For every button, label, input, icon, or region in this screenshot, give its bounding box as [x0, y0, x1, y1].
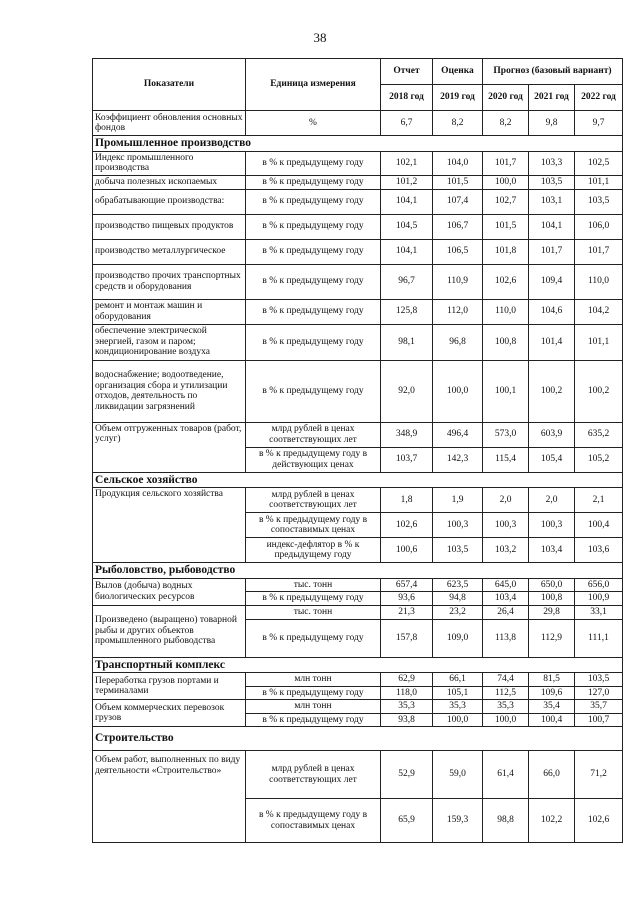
cell-2018: 102,6 — [381, 513, 433, 538]
section-header — [93, 727, 623, 751]
row-label: водоснабжение; водоотведение, организация сбора и утилизации отходов, деятельность по ликвидации загрязнений — [93, 360, 246, 422]
cell-2022: 9,7 — [575, 111, 623, 136]
row-unit: млн тонн — [246, 700, 381, 714]
row-unit: в % к предыдущему году — [246, 214, 381, 239]
cell-2021: 81,5 — [529, 673, 575, 687]
row-label: Произведено (выращено) товарной рыбы и других объектов промышленного рыбоводства — [93, 605, 246, 657]
section-title: Промышленное производство — [93, 136, 623, 152]
row-label: производство пищевых продуктов — [93, 214, 246, 239]
page-number: 38 — [313, 30, 327, 45]
cell-2021: 103,4 — [529, 538, 575, 563]
forecast-table — [92, 58, 623, 843]
cell-2022: 103,6 — [575, 538, 623, 563]
col-header-indicators: Показатели — [93, 59, 246, 111]
row-unit: в % к предыдущему году — [246, 264, 381, 299]
cell-2022: 102,5 — [575, 151, 623, 175]
row-label: Переработка грузов портами и терминалами — [93, 673, 246, 700]
cell-2022: 101,7 — [575, 239, 623, 264]
cell-2022: 100,4 — [575, 513, 623, 538]
cell-2019: 142,3 — [433, 447, 483, 472]
cell-2022: 2,1 — [575, 488, 623, 513]
cell-2021: 104,6 — [529, 299, 575, 324]
cell-2018: 93,6 — [381, 592, 433, 606]
cell-2020: 645,0 — [483, 578, 529, 592]
cell-2018: 1,8 — [381, 488, 433, 513]
row-unit: в % к предыдущему году — [246, 713, 381, 727]
row-unit: в % к предыдущему году — [246, 686, 381, 700]
cell-2019: 96,8 — [433, 324, 483, 360]
cell-2022: 127,0 — [575, 686, 623, 700]
cell-2021: 100,3 — [529, 513, 575, 538]
row-label: Объем коммерческих перевозок грузов — [93, 700, 246, 727]
table-row — [93, 151, 623, 175]
cell-2022: 101,1 — [575, 324, 623, 360]
cell-2019: 112,0 — [433, 299, 483, 324]
row-unit: в % к предыдущему году — [246, 189, 381, 214]
col-header-2019: 2019 год — [433, 85, 483, 111]
cell-2018: 348,9 — [381, 422, 433, 447]
cell-2019: 94,8 — [433, 592, 483, 606]
cell-2019: 109,0 — [433, 619, 483, 657]
row-unit: в % к предыдущему году — [246, 175, 381, 189]
row-unit: индекс-дефлятор в % к предыдущему году — [246, 538, 381, 563]
section-header — [93, 136, 623, 152]
table-row — [93, 214, 623, 239]
table-row — [93, 700, 623, 714]
col-header-forecast: Прогноз (базовый вариант) — [483, 59, 623, 85]
table-row — [93, 360, 623, 422]
row-label: обрабатывающие производства: — [93, 189, 246, 214]
row-unit: в % к предыдущему году — [246, 324, 381, 360]
cell-2021: 100,2 — [529, 360, 575, 422]
cell-2020: 35,3 — [483, 700, 529, 714]
cell-2018: 92,0 — [381, 360, 433, 422]
cell-2019: 110,9 — [433, 264, 483, 299]
cell-2021: 105,4 — [529, 447, 575, 472]
cell-2022: 100,7 — [575, 713, 623, 727]
cell-2020: 112,5 — [483, 686, 529, 700]
cell-2020: 100,1 — [483, 360, 529, 422]
cell-2019: 59,0 — [433, 751, 483, 799]
section-title: Строительство — [93, 727, 623, 751]
cell-2021: 103,3 — [529, 151, 575, 175]
row-unit: в % к предыдущему году в сопоставимых ценах — [246, 799, 381, 843]
row-unit: млн тонн — [246, 673, 381, 687]
cell-2020: 100,8 — [483, 324, 529, 360]
table-row — [93, 422, 623, 447]
cell-2018: 93,8 — [381, 713, 433, 727]
row-label: Объем отгруженных товаров (работ, услуг) — [93, 422, 246, 472]
cell-2021: 650,0 — [529, 578, 575, 592]
cell-2021: 109,4 — [529, 264, 575, 299]
cell-2019: 101,5 — [433, 175, 483, 189]
cell-2018: 6,7 — [381, 111, 433, 136]
row-label: Вылов (добыча) водных биологических ресурсов — [93, 578, 246, 605]
cell-2020: 100,3 — [483, 513, 529, 538]
cell-2021: 100,4 — [529, 713, 575, 727]
cell-2020: 110,0 — [483, 299, 529, 324]
cell-2020: 103,4 — [483, 592, 529, 606]
row-label: добыча полезных ископаемых — [93, 175, 246, 189]
section-header — [93, 472, 623, 488]
cell-2021: 103,1 — [529, 189, 575, 214]
cell-2021: 101,7 — [529, 239, 575, 264]
cell-2022: 635,2 — [575, 422, 623, 447]
cell-2020: 101,8 — [483, 239, 529, 264]
section-title: Сельское хозяйство — [93, 472, 623, 488]
row-label: Коэффициент обновления основных фондов — [93, 111, 246, 136]
cell-2021: 29,8 — [529, 605, 575, 619]
cell-2022: 100,9 — [575, 592, 623, 606]
cell-2019: 23,2 — [433, 605, 483, 619]
table-row — [93, 299, 623, 324]
row-unit: в % к предыдущему году в сопоставимых ценах — [246, 513, 381, 538]
cell-2020: 103,2 — [483, 538, 529, 563]
row-unit: млрд рублей в ценах соответствующих лет — [246, 751, 381, 799]
section-title: Рыболовство, рыбоводство — [93, 563, 623, 579]
cell-2022: 103,5 — [575, 189, 623, 214]
row-unit: в % к предыдущему году — [246, 299, 381, 324]
cell-2020: 102,7 — [483, 189, 529, 214]
table-row — [93, 324, 623, 360]
cell-2019: 105,1 — [433, 686, 483, 700]
cell-2018: 104,1 — [381, 189, 433, 214]
col-header-2021: 2021 год — [529, 85, 575, 111]
cell-2022: 101,1 — [575, 175, 623, 189]
cell-2021: 100,8 — [529, 592, 575, 606]
cell-2020: 573,0 — [483, 422, 529, 447]
cell-2018: 96,7 — [381, 264, 433, 299]
cell-2021: 9,8 — [529, 111, 575, 136]
cell-2019: 100,0 — [433, 713, 483, 727]
row-unit: в % к предыдущему году — [246, 239, 381, 264]
cell-2021: 35,4 — [529, 700, 575, 714]
cell-2022: 656,0 — [575, 578, 623, 592]
cell-2018: 125,8 — [381, 299, 433, 324]
table-row — [93, 673, 623, 687]
cell-2019: 107,4 — [433, 189, 483, 214]
row-label: производство прочих транспортных средств и оборудования — [93, 264, 246, 299]
cell-2020: 100,0 — [483, 175, 529, 189]
cell-2019: 100,3 — [433, 513, 483, 538]
cell-2019: 496,4 — [433, 422, 483, 447]
row-unit: в % к предыдущему году в действующих ценах — [246, 447, 381, 472]
cell-2020: 98,8 — [483, 799, 529, 843]
cell-2019: 8,2 — [433, 111, 483, 136]
row-unit: в % к предыдущему году — [246, 360, 381, 422]
cell-2018: 52,9 — [381, 751, 433, 799]
cell-2021: 112,9 — [529, 619, 575, 657]
cell-2019: 35,3 — [433, 700, 483, 714]
cell-2018: 35,3 — [381, 700, 433, 714]
cell-2022: 102,6 — [575, 799, 623, 843]
row-unit: в % к предыдущему году — [246, 151, 381, 175]
cell-2021: 102,2 — [529, 799, 575, 843]
table-row — [93, 578, 623, 592]
cell-2021: 2,0 — [529, 488, 575, 513]
table-row — [93, 605, 623, 619]
cell-2019: 106,5 — [433, 239, 483, 264]
row-unit: % — [246, 111, 381, 136]
cell-2018: 657,4 — [381, 578, 433, 592]
row-unit: тыс. тонн — [246, 578, 381, 592]
cell-2020: 113,8 — [483, 619, 529, 657]
row-label: Индекс промышленного производства — [93, 151, 246, 175]
cell-2018: 65,9 — [381, 799, 433, 843]
cell-2021: 101,4 — [529, 324, 575, 360]
table-row — [93, 239, 623, 264]
cell-2020: 74,4 — [483, 673, 529, 687]
table-row — [93, 751, 623, 799]
cell-2020: 115,4 — [483, 447, 529, 472]
cell-2019: 103,5 — [433, 538, 483, 563]
cell-2020: 8,2 — [483, 111, 529, 136]
cell-2018: 100,6 — [381, 538, 433, 563]
cell-2020: 102,6 — [483, 264, 529, 299]
row-unit: в % к предыдущему году — [246, 592, 381, 606]
cell-2019: 104,0 — [433, 151, 483, 175]
table-row — [93, 189, 623, 214]
cell-2022: 104,2 — [575, 299, 623, 324]
cell-2022: 103,5 — [575, 673, 623, 687]
cell-2018: 101,2 — [381, 175, 433, 189]
cell-2021: 66,0 — [529, 751, 575, 799]
cell-2019: 623,5 — [433, 578, 483, 592]
col-header-2018: 2018 год — [381, 85, 433, 111]
cell-2019: 100,0 — [433, 360, 483, 422]
cell-2018: 21,3 — [381, 605, 433, 619]
cell-2022: 105,2 — [575, 447, 623, 472]
cell-2018: 98,1 — [381, 324, 433, 360]
cell-2018: 104,5 — [381, 214, 433, 239]
cell-2022: 71,2 — [575, 751, 623, 799]
cell-2018: 62,9 — [381, 673, 433, 687]
cell-2018: 103,7 — [381, 447, 433, 472]
cell-2020: 100,0 — [483, 713, 529, 727]
cell-2022: 35,7 — [575, 700, 623, 714]
cell-2019: 106,7 — [433, 214, 483, 239]
cell-2018: 102,1 — [381, 151, 433, 175]
col-header-report: Отчет — [381, 59, 433, 85]
cell-2022: 100,2 — [575, 360, 623, 422]
cell-2022: 110,0 — [575, 264, 623, 299]
row-unit: в % к предыдущему году — [246, 619, 381, 657]
cell-2021: 103,5 — [529, 175, 575, 189]
cell-2021: 109,6 — [529, 686, 575, 700]
section-header — [93, 563, 623, 579]
table-row — [93, 488, 623, 513]
cell-2019: 66,1 — [433, 673, 483, 687]
cell-2019: 159,3 — [433, 799, 483, 843]
row-unit: тыс. тонн — [246, 605, 381, 619]
cell-2020: 26,4 — [483, 605, 529, 619]
cell-2018: 104,1 — [381, 239, 433, 264]
section-title: Транспортный комплекс — [93, 657, 623, 673]
cell-2022: 106,0 — [575, 214, 623, 239]
row-label: Продукция сельского хозяйства — [93, 488, 246, 563]
cell-2020: 61,4 — [483, 751, 529, 799]
section-header — [93, 657, 623, 673]
cell-2022: 33,1 — [575, 605, 623, 619]
row-unit: млрд рублей в ценах соответствующих лет — [246, 422, 381, 447]
col-header-2020: 2020 год — [483, 85, 529, 111]
cell-2018: 157,8 — [381, 619, 433, 657]
table-row — [93, 175, 623, 189]
table-row — [93, 111, 623, 136]
col-header-2022: 2022 год — [575, 85, 623, 111]
cell-2021: 104,1 — [529, 214, 575, 239]
cell-2020: 2,0 — [483, 488, 529, 513]
table-row — [93, 264, 623, 299]
row-label: обеспечение электрической энергией, газом и паром; кондиционирование воздуха — [93, 324, 246, 360]
row-unit: млрд рублей в ценах соответствующих лет — [246, 488, 381, 513]
cell-2020: 101,7 — [483, 151, 529, 175]
cell-2019: 1,9 — [433, 488, 483, 513]
row-label: ремонт и монтаж машин и оборудования — [93, 299, 246, 324]
cell-2021: 603,9 — [529, 422, 575, 447]
row-label: Объем работ, выполненных по виду деятельности «Строительство» — [93, 751, 246, 843]
cell-2020: 101,5 — [483, 214, 529, 239]
col-header-unit: Единица измерения — [246, 59, 381, 111]
row-label: производство металлургическое — [93, 239, 246, 264]
col-header-estimate: Оценка — [433, 59, 483, 85]
cell-2022: 111,1 — [575, 619, 623, 657]
cell-2018: 118,0 — [381, 686, 433, 700]
